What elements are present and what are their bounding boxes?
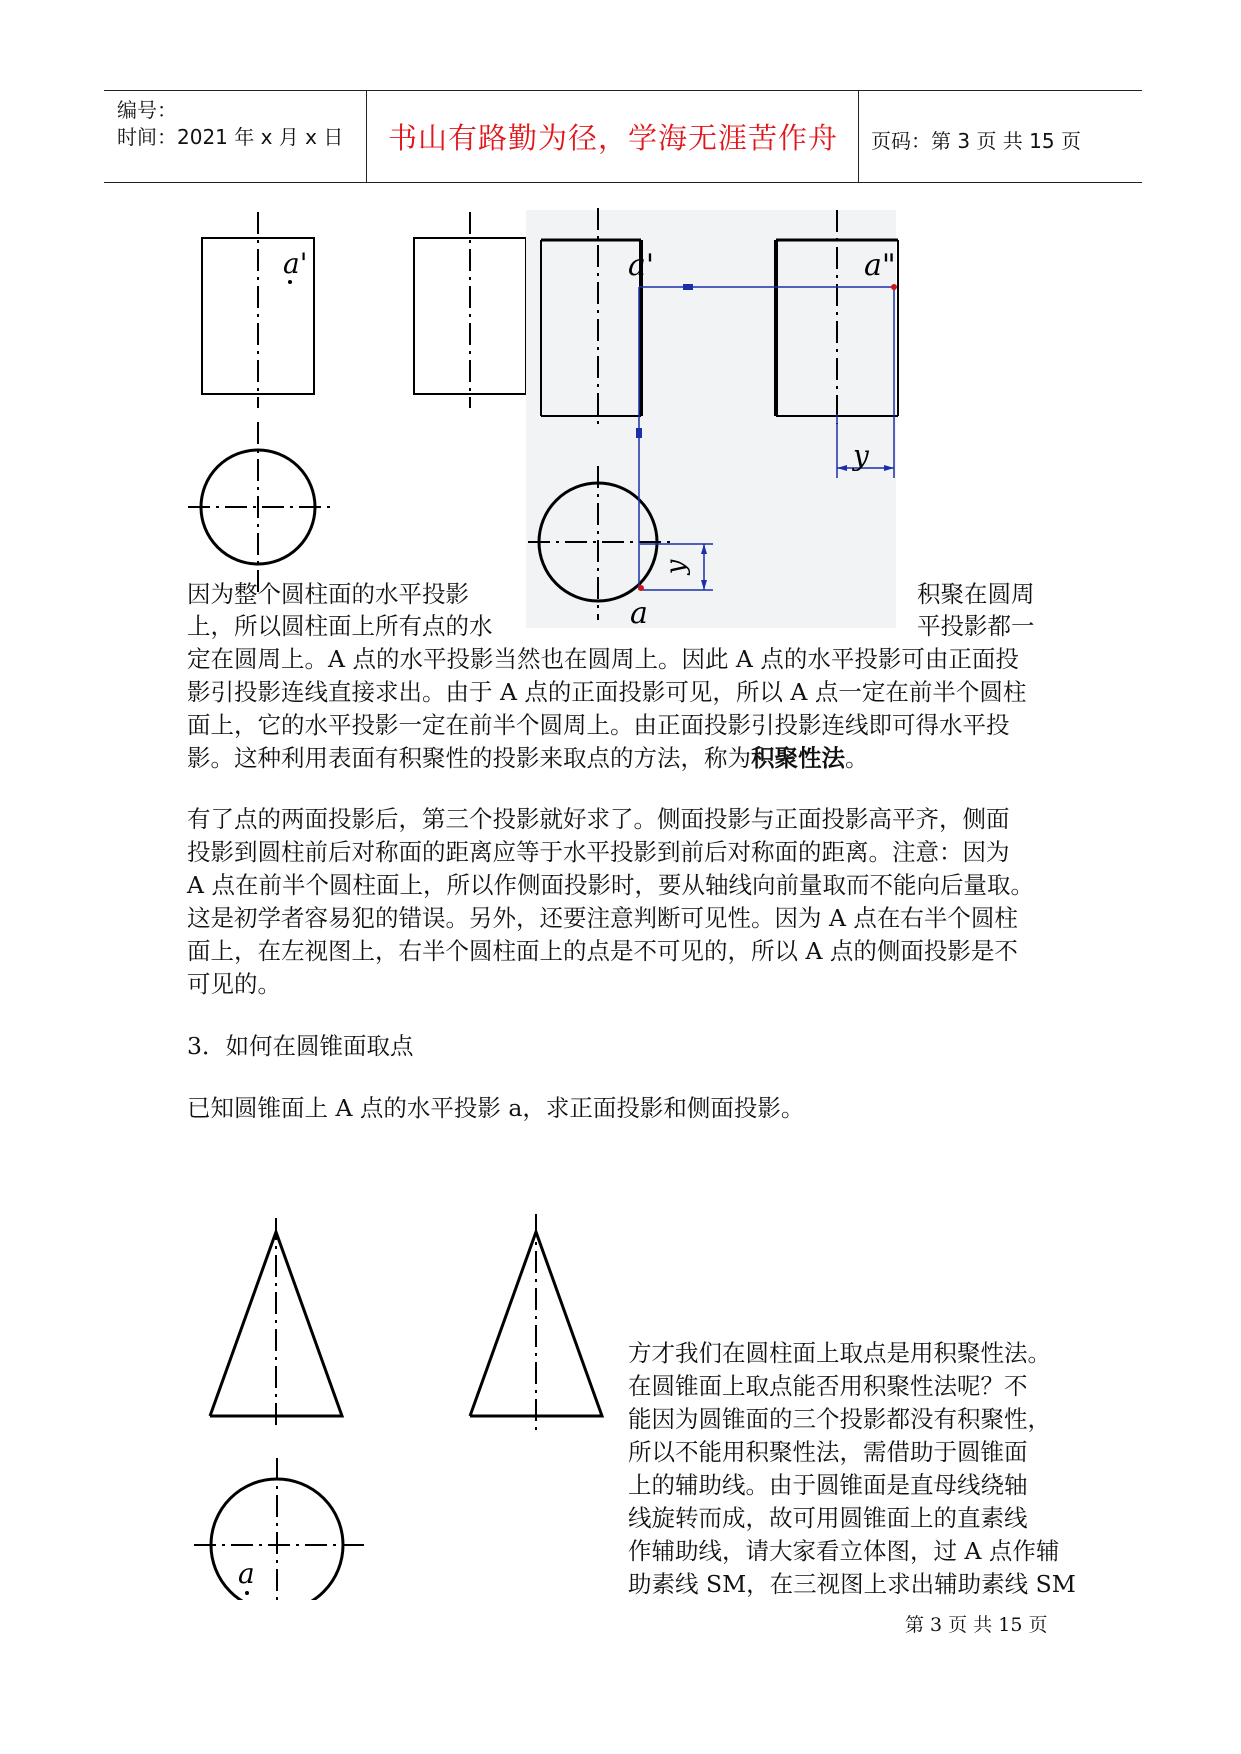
page-footer: 第 3 页 共 15 页 [905,1614,1048,1636]
para1-line1-left: 因为整个圆柱面的水平投影 [187,580,469,608]
header-bottom-rule [104,182,1142,183]
point-a-front-label: a' [283,247,308,280]
para3-line: 在圆锥面上取点能否用积聚性法呢？不 [628,1372,1028,1400]
document-number-label: 编号： [117,98,177,122]
point-a-front-marker [288,280,292,284]
para1-line2-right: 平投影都一 [917,612,1035,640]
point-a-top-marker [638,585,644,591]
point-a-prime-label: a' [628,248,655,283]
para1-line6-suffix: 。 [845,744,869,772]
document-time-label: 时间：2021 年 x 月 x 日 [117,125,344,149]
para2-line: 面上，在左视图上，右半个圆柱面上的点是不可见的，所以 A 点的侧面投影是不 [187,937,1018,965]
para2-line: 这是初学者容易犯的错误。另外，还要注意判断可见性。因为 A 点在右半个圆柱 [187,904,1018,932]
y-dimension-label: y [853,439,869,472]
cone-projection-figure [186,1208,616,1600]
section-intro: 已知圆锥面上 A 点的水平投影 a，求正面投影和侧面投影。 [187,1094,805,1122]
term-cohesion-method: 积聚性法 [751,744,845,772]
point-a-double-prime-label: a" [864,248,896,283]
para2-line: 可见的。 [187,970,281,998]
cone-point-a-label: a [238,1557,255,1590]
header-motto: 书山有路勤为径，学海无涯苦作舟 [387,121,838,155]
para3-line: 助素线 SM，在三视图上求出辅助素线 SM [628,1570,1076,1598]
header-divider-left [366,90,367,183]
para2-line: A 点在前半个圆柱面上，所以作侧面投影时，要从轴线向前量取而不能向后量取。 [187,871,1034,899]
para1-line1-right: 积聚在圆周 [917,580,1035,608]
point-a-side-marker [891,284,897,290]
para1-line6 [187,742,869,775]
section-heading: 3．如何在圆锥面取点 [187,1032,414,1060]
para1-line6-prefix: 影。这种利用表面有积聚性的投影来取点的方法，称为 [187,744,751,772]
para3-line: 作辅助线，请大家看立体图，过 A 点作辅 [628,1537,1060,1565]
solution-panel [526,210,896,628]
header-top-rule [104,90,1142,91]
para2-line: 有了点的两面投影后，第三个投影就好求了。侧面投影与正面投影高平齐，侧面 [187,805,1010,833]
cylinder-projection-figure [186,200,1066,628]
para3-line: 线旋转而成，故可用圆锥面上的直素线 [628,1504,1028,1532]
point-a-label: a [630,596,648,628]
cone-point-a-marker [245,1591,249,1595]
header-page-info: 页码：第 3 页 共 15 页 [871,129,1081,153]
para2-line: 投影到圆柱前后对称面的距离应等于水平投影到前后对称面的距离。注意：因为 [187,838,1010,866]
para1-line3: 定在圆周上。A 点的水平投影当然也在圆周上。因此 A 点的水平投影可由正面投 [187,645,1019,673]
para3-line: 能因为圆锥面的三个投影都没有积聚性， [628,1405,1051,1433]
header-divider-right [858,90,859,183]
y-dimension-label-rotated: y [661,559,691,575]
para1-line4: 影引投影连线直接求出。由于 A 点的正面投影可见，所以 A 点一定在前半个圆柱 [187,678,1027,706]
para1-line5: 面上，它的水平投影一定在前半个圆周上。由正面投影引投影连线即可得水平投 [187,711,1010,739]
para3-line: 上的辅助线。由于圆锥面是直母线绕轴 [628,1471,1028,1499]
para1-line2-left: 上，所以圆柱面上所有点的水 [187,612,493,640]
para3-line: 所以不能用积聚性法，需借助于圆锥面 [628,1438,1028,1466]
para3-line: 方才我们在圆柱面上取点是用积聚性法。 [628,1339,1051,1367]
